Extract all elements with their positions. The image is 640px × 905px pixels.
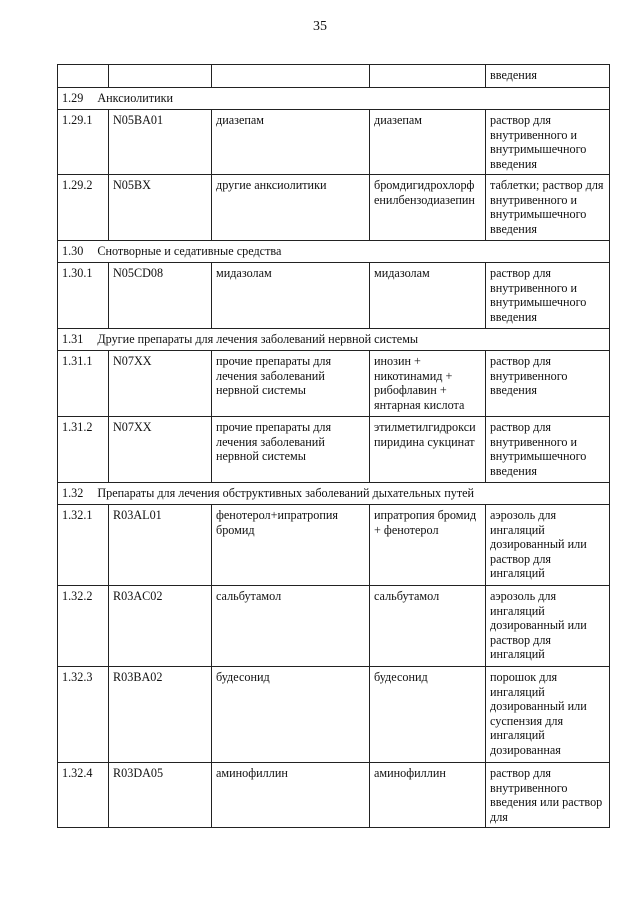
cell-group: прочие препараты для лечения заболеваний нервной системы: [212, 417, 370, 483]
table-row: [58, 763, 610, 828]
cell-group: мидазолам: [212, 263, 370, 329]
cell-inn: будесонид: [370, 667, 486, 763]
cell-atc-code: N05BA01: [109, 110, 212, 175]
cell-atc-code: R03DA05: [109, 763, 212, 828]
cell-atc-code: N07XX: [109, 417, 212, 483]
cell-inn: ипратропия бромид + фенотерол: [370, 505, 486, 586]
cell-inn: сальбутамол: [370, 586, 486, 667]
cell-atc-code: R03AL01: [109, 505, 212, 586]
cell-atc-code: N07XX: [109, 351, 212, 417]
section-number: 1.32: [62, 486, 84, 500]
table-row: [58, 263, 610, 329]
cell-number: 1.31.1: [58, 351, 109, 417]
cell-number: [58, 65, 109, 88]
cell-atc-code: R03AC02: [109, 586, 212, 667]
cell-number: 1.32.4: [58, 763, 109, 828]
section-row: [58, 329, 610, 351]
cell-inn: бромдигидрохлорф енилбензодиазепин: [370, 175, 486, 241]
section-title: Препараты для лечения обструктивных заболеваний дыхательных путей: [97, 486, 475, 500]
table-row: [58, 417, 610, 483]
cell-inn: мидазолам: [370, 263, 486, 329]
cell-group: сальбутамол: [212, 586, 370, 667]
cell-number: 1.29.1: [58, 110, 109, 175]
cell-form: раствор для внутривенного и внутримышечного введения: [486, 110, 610, 175]
section-number: 1.29: [62, 91, 84, 105]
cell-inn: инозин + никотинамид + рибофлавин + янтарная кислота: [370, 351, 486, 417]
table-row: [58, 110, 610, 175]
cell-inn: диазепам: [370, 110, 486, 175]
cell-inn: аминофиллин: [370, 763, 486, 828]
cell-number: 1.29.2: [58, 175, 109, 241]
cell-atc-code: N05BX: [109, 175, 212, 241]
cell-number: 1.32.1: [58, 505, 109, 586]
section-title: Анксиолитики: [97, 91, 174, 105]
cell-number: 1.31.2: [58, 417, 109, 483]
section-row: [58, 241, 610, 263]
table-row: [58, 505, 610, 586]
cell-form: введения: [486, 65, 610, 88]
cell-group: фенотерол+ипратропия бромид: [212, 505, 370, 586]
section-row: [58, 483, 610, 505]
cell-group: диазепам: [212, 110, 370, 175]
cell-group: будесонид: [212, 667, 370, 763]
cell-inn: этилметилгидрокси пиридина сукцинат: [370, 417, 486, 483]
cell-atc-code: N05CD08: [109, 263, 212, 329]
cell-group: [212, 65, 370, 88]
drug-table: [57, 64, 610, 828]
cell-number: 1.32.2: [58, 586, 109, 667]
section-title: Другие препараты для лечения заболеваний нервной системы: [97, 332, 419, 346]
cell-atc-code: R03BA02: [109, 667, 212, 763]
cell-form: порошок для ингаляций дозированный или суспензия для ингаляций дозированная: [486, 667, 610, 763]
table-row: [58, 667, 610, 763]
page-number: 35: [313, 19, 327, 34]
table-row: [58, 175, 610, 241]
cell-inn: [370, 65, 486, 88]
table-row: [58, 351, 610, 417]
cell-group: прочие препараты для лечения заболеваний нервной системы: [212, 351, 370, 417]
cell-atc-code: [109, 65, 212, 88]
cell-form: раствор для внутривенного введения: [486, 351, 610, 417]
cell-form: раствор для внутривенного введения или раствор для: [486, 763, 610, 828]
section-number: 1.31: [62, 332, 84, 346]
cell-form: аэрозоль для ингаляций дозированный или раствор для ингаляций: [486, 586, 610, 667]
table-row: [58, 65, 610, 88]
cell-number: 1.32.3: [58, 667, 109, 763]
cell-group: аминофиллин: [212, 763, 370, 828]
cell-form: раствор для внутривенного и внутримышечного введения: [486, 263, 610, 329]
table-row: [58, 586, 610, 667]
cell-number: 1.30.1: [58, 263, 109, 329]
cell-form: таблетки; раствор для внутривенного и внутримышечного введения: [486, 175, 610, 241]
section-row: [58, 88, 610, 110]
cell-form: аэрозоль для ингаляций дозированный или раствор для ингаляций: [486, 505, 610, 586]
section-title: Снотворные и седативные средства: [97, 244, 282, 258]
cell-group: другие анксиолитики: [212, 175, 370, 241]
section-number: 1.30: [62, 244, 84, 258]
cell-form: раствор для внутривенного и внутримышечного введения: [486, 417, 610, 483]
